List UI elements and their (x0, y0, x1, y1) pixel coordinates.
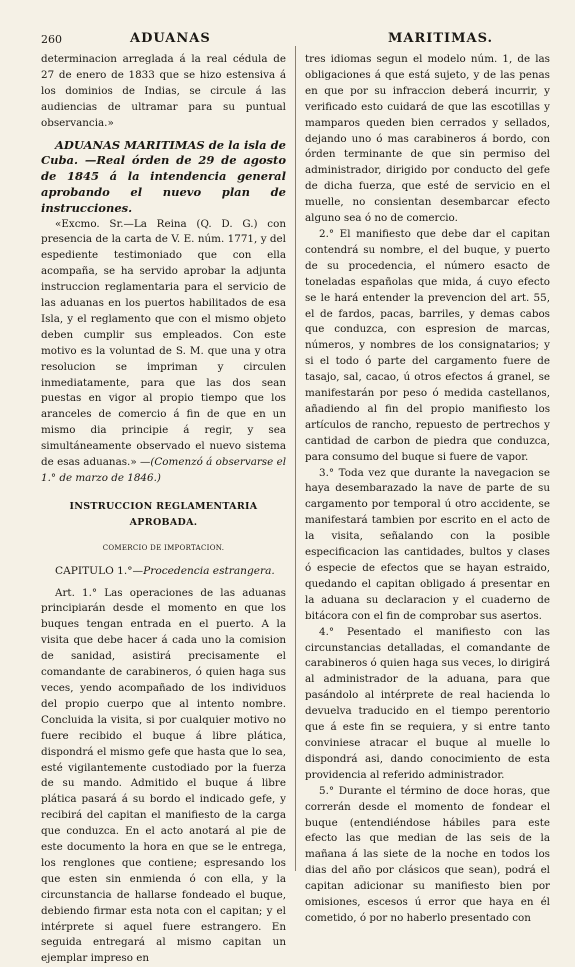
paragraph-continuation: determinacion arreglada á la real cédula de 27 de enero de 1833 que se hizo estensiva á los dominios de Indias, se circule á las audiencias de ultramar para su puntual observancia.» (41, 53, 286, 129)
decree-heading (41, 138, 286, 217)
right-column (305, 52, 550, 927)
decree-text: La Reina (Q. D. G.) con presencia de la carta de V. E. núm. 1771, y del espediente testimoniado que con ella acompaña, se ha servido aprobar la adjunta instruccion reglamentaria para el servicio de las aduanas en los puertos habilitados de esa Isla, y el reglamento que con el mismo objeto deben cumplir sus empleados. Con este motivo es la voluntad de S. M. que una y otra resolucion se impriman y circulen inmediatamente, para que las dos sean puestas en vigor al propio tiempo que los aranceles de comercio á fin de que en un mismo dia principie á regir, y sea simultáneamente observado el nuevo sistema de esas aduanas.» — (41, 217, 286, 469)
decree-body (41, 217, 286, 487)
article-1: Art. 1.° Las operaciones de las aduanas principiarán desde el momento en que los buques tengan entrada en el puerto. A la visita que debe hacer á cada uno la comision de sanidad, asistirá precisamente el comandante de carabineros, ó quien haga sus veces, yendo acompañado de los individuos del propio cuerpo que al intento nombre. Concluida la visita, si por cualquier motivo no fuere recibido el buque á libre plática, dispondrá el mismo gefe que hasta que lo sea, esté vigilantemente custodiado por la fuerza de su mando. Admitido el buque á libre plática pasará á su bordo el indicado gefe, y recibirá del capitan el manifiesto de la carga que conduzca. En el acto anotará al pie de este documento la hora en que se le entrega, los renglones que contiene; espresando los que esten sin enmienda ó con ella, y la circunstancia de hallarse fondeado el buque, debiendo firmar esta nota con el capitan; y el intérprete si aquel fuere estrangero. En seguida entregará al mismo capitan un ejemplar impreso en (41, 586, 286, 965)
running-title-left: ADUANAS (130, 31, 211, 46)
article-1-continuation: tres idiomas segun el modelo núm. 1, de las obligaciones á que está sujeto, y de las penas en que por su infraccion deberá incurrir, y verificado esto cuidará de que las escotillas y mamparos queden bien cerrados y sellados, dejando uno ó mas carabineros á bordo, con órden terminante de que sin permiso del administrador, dirigido por conducto del gefe de dicha fuerza, que esté de servicio en el muelle, no consientan desembarcar efecto alguno sea ó no de comercio. (305, 53, 550, 225)
decree-title: ADUANAS MARITIMAS (55, 137, 205, 152)
page-number: 260 (41, 33, 62, 46)
running-title-right: MARITIMAS. (388, 31, 494, 46)
chapter-label: CAPITULO 1.°— (55, 564, 144, 577)
article-3: 3.° Toda vez que durante la navegacion se haya desembarazado la nave de parte de su cargamento por temporal ú otro accidente, se manifestará tambien por escrito en el acto de la visita, señalando con la posible especificacion las cantidades, bultos y clases ó especie de efectos que se hayan estraido, quedando el capitan obligado á presentar en la aduana su declaracion y el cuaderno de bitácora con el fin de comprobar sus asertos. (305, 466, 550, 622)
article-2: 2.° El manifiesto que debe dar el capitan contendrá su nombre, el del buque, y puerto de su procedencia, el número esacto de toneladas españolas que mida, á cuyo efecto se le hará entender la prevencion del art. 55, el de fardos, pacas, barriles, y demas cabos que conduzca, con espresion de marcas, números, y nombres de los consignatarios; y si el todo ó parte del cargamento fuere de tasajo, sal, cacao, ú otros efectos á granel, se manifestarán por peso ó medida castellanos, añadiendo al fin del propio manifiesto los artículos de rancho, repuesto de pertrechos y cantidad de carbon de piedra que conduzca, para consumo del buque si fuere de vapor. (305, 227, 550, 463)
left-column (41, 52, 286, 967)
decree-note: (Comenzó á observarse el 1.° de marzo de 1846.) (41, 456, 286, 485)
chapter-title: Procedencia estrangera. (143, 564, 275, 577)
section-subheading: COMERCIO DE IMPORTACION. (102, 543, 225, 552)
section-heading: INSTRUCCION REGLAMENTARIA APROBADA. (69, 500, 258, 528)
article-4: 4.° Pesentado el manifiesto con las circunstancias detalladas, el comandante de carabineros ó quien haga sus veces, lo dirigirá al administrador de la aduana, para que pasándolo al intérprete de real hacienda lo devuelva traducido en el tiempo perentorio que á este fin se requiera, y si entre tanto conviniese atracar el buque al muelle lo dispondrá asi, dando conocimiento de esta providencia al referido administrador. (305, 625, 551, 781)
chapter-heading (41, 564, 286, 580)
decree-subtitle: de la isla de Cuba. —Real órden de 29 de agosto de 1845 á la intendencia general aprobando el nuevo plan de instrucciones. (41, 137, 286, 215)
article-5: 5.° Durante el término de doce horas, que correrán desde el momento de fondear el buque (entendiéndose hábiles para este efecto las que median de las seis de la mañana á las siete de la noche en todos los dias del año por clásicos que sean), podrá el capitan adicionar su manifiesto bien por omisiones, escesos ú error que haya en él cometido, ó por no haberlo presentado con (305, 784, 550, 924)
decree-salutation: «Excmo. Sr.— (55, 217, 134, 230)
